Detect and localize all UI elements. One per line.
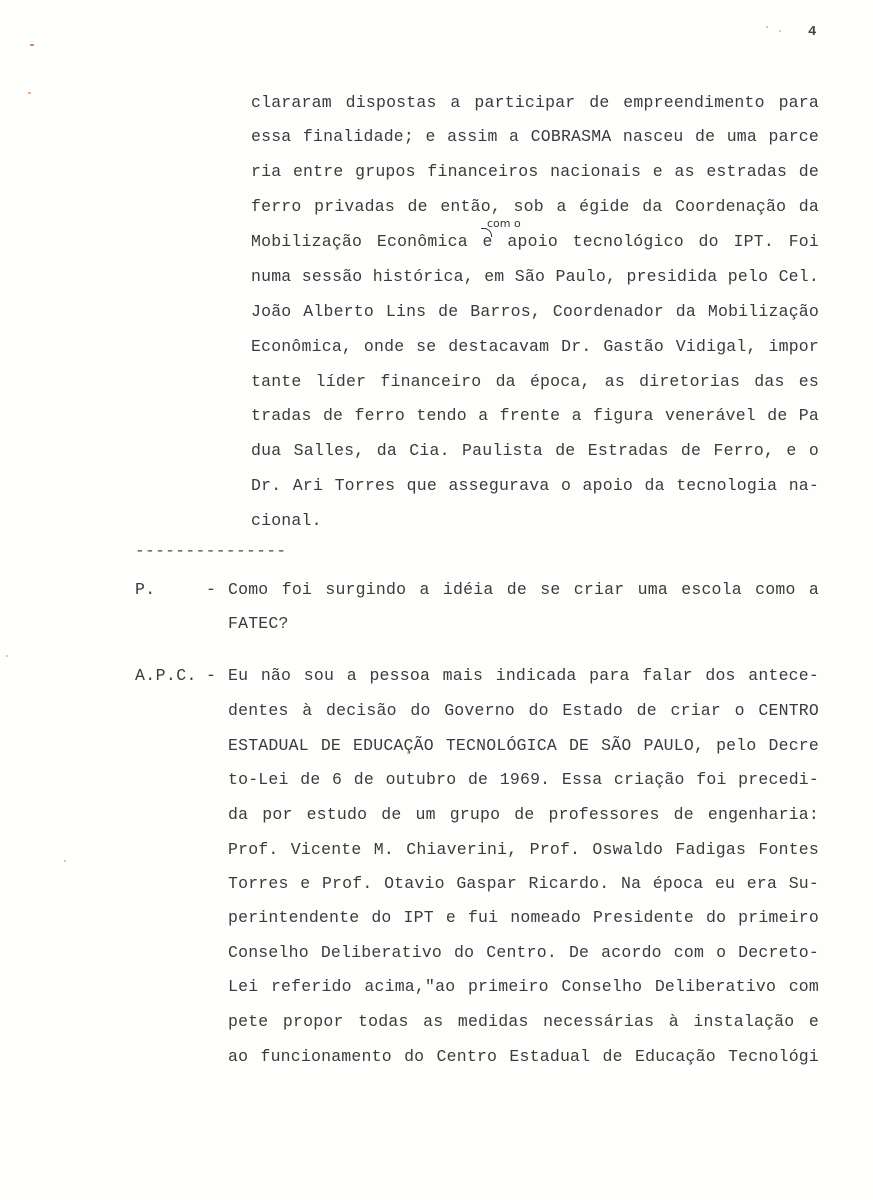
answer-speaker: A.P.C. bbox=[135, 666, 197, 685]
answer-line: perintendente do IPT e fui nomeado Presidente do primeiro bbox=[228, 908, 819, 927]
question-line: Como foi surgindo a idéia de se criar uma escola como a bbox=[228, 580, 819, 599]
intro-line: Dr. Ari Torres que assegurava o apoio da tecnologia na- bbox=[251, 476, 819, 495]
question-dash: - bbox=[206, 580, 216, 599]
scan-speck bbox=[6, 655, 8, 657]
intro-line: ria entre grupos financeiros nacionais e as estradas de bbox=[251, 162, 819, 181]
intro-line: tradas de ferro tendo a frente a figura venerável de Pa bbox=[251, 406, 819, 425]
intro-line: cional. bbox=[251, 511, 322, 530]
answer-line: Eu não sou a pessoa mais indicada para falar dos antece- bbox=[228, 666, 819, 685]
intro-line: clararam dispostas a participar de empreendimento para bbox=[251, 93, 819, 112]
margin-mark bbox=[28, 92, 31, 94]
answer-line: Lei referido acima,"ao primeiro Conselho Deliberativo com bbox=[228, 977, 819, 996]
section-separator: --------------- bbox=[135, 542, 287, 560]
answer-line: ao funcionamento do Centro Estadual de Educação Tecnológi bbox=[228, 1047, 819, 1066]
answer-line: to-Lei de 6 de outubro de 1969. Essa criação foi precedi- bbox=[228, 770, 819, 789]
question-speaker: P. bbox=[135, 580, 156, 599]
scan-speck bbox=[779, 30, 781, 32]
answer-dash: - bbox=[206, 666, 216, 685]
answer-line: da por estudo de um grupo de professores de engenharia: bbox=[228, 805, 819, 824]
answer-line: ESTADUAL DE EDUCAÇÃO TECNOLÓGICA DE SÃO PAULO, pelo Decre bbox=[228, 736, 819, 755]
intro-line: ferro privadas de então, sob a égide da Coordenação da bbox=[251, 197, 819, 216]
intro-line: dua Salles, da Cia. Paulista de Estradas de Ferro, e o bbox=[251, 441, 819, 460]
margin-mark bbox=[30, 44, 34, 46]
intro-line: numa sessão histórica, em São Paulo, presidida pelo Cel. bbox=[251, 267, 819, 286]
answer-line: Torres e Prof. Otavio Gaspar Ricardo. Na época eu era Su- bbox=[228, 874, 819, 893]
answer-line: Prof. Vicente M. Chiaverini, Prof. Oswaldo Fadigas Fontes bbox=[228, 840, 819, 859]
answer-line: Conselho Deliberativo do Centro. De acordo com o Decreto- bbox=[228, 943, 819, 962]
intro-line: essa finalidade; e assim a COBRASMA nasceu de uma parce bbox=[251, 127, 819, 146]
scan-speck bbox=[64, 860, 66, 862]
intro-line: Mobilização Econômica e apoio tecnológico do IPT. Foi bbox=[251, 232, 819, 251]
handwritten-insertion: com o bbox=[487, 217, 521, 230]
scan-speck bbox=[766, 26, 768, 28]
page-number: 4 bbox=[808, 24, 817, 40]
question-line: FATEC? bbox=[228, 614, 289, 633]
intro-line: Econômica, onde se destacavam Dr. Gastão Vidigal, impor bbox=[251, 337, 819, 356]
answer-line: dentes à decisão do Governo do Estado de criar o CENTRO bbox=[228, 701, 819, 720]
answer-line: pete propor todas as medidas necessárias à instalação e bbox=[228, 1012, 819, 1031]
intro-line: João Alberto Lins de Barros, Coordenador da Mobilização bbox=[251, 302, 819, 321]
intro-line: tante líder financeiro da época, as diretorias das es bbox=[251, 372, 819, 391]
